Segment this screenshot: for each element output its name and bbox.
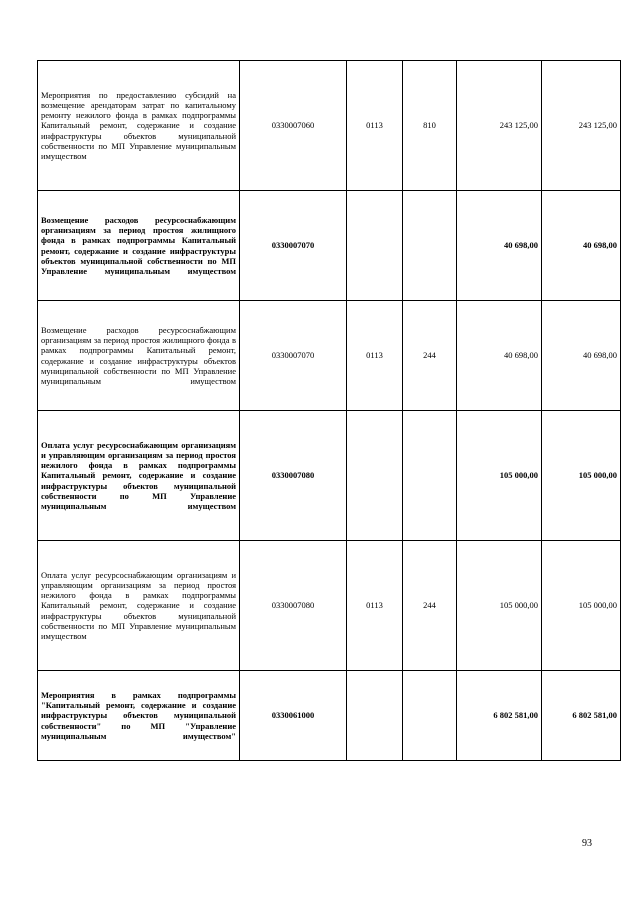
amount-cell: 40 698,00 bbox=[457, 301, 542, 411]
expense-type-cell bbox=[403, 411, 457, 541]
expense-type-cell bbox=[403, 191, 457, 301]
amount-cell: 105 000,00 bbox=[457, 541, 542, 671]
table-row bbox=[38, 411, 621, 541]
target-code-cell: 0330007080 bbox=[240, 541, 347, 671]
expense-type-cell: 244 bbox=[403, 541, 457, 671]
amount-cell: 105 000,00 bbox=[542, 411, 621, 541]
target-code-cell: 0330007070 bbox=[240, 191, 347, 301]
amount-cell: 40 698,00 bbox=[542, 301, 621, 411]
amount-cell: 105 000,00 bbox=[542, 541, 621, 671]
amount-cell: 243 125,00 bbox=[542, 61, 621, 191]
amount-cell: 6 802 581,00 bbox=[457, 671, 542, 761]
table-row bbox=[38, 671, 621, 761]
section-code-cell: 0113 bbox=[347, 301, 403, 411]
table-row bbox=[38, 541, 621, 671]
expense-type-cell: 810 bbox=[403, 61, 457, 191]
row-name-cell: Возмещение расходов ресурсоснабжающим организациям за период простоя жилищного фонда в рамках подпрограммы Капитальный ремонт, содержание и создание инфраструктуры объектов муниципальной собственности по МП Управление муниципальным имуществом bbox=[38, 301, 240, 411]
table-row bbox=[38, 191, 621, 301]
table-row bbox=[38, 61, 621, 191]
target-code-cell: 0330007060 bbox=[240, 61, 347, 191]
amount-cell: 6 802 581,00 bbox=[542, 671, 621, 761]
row-name-cell: Возмещение расходов ресурсоснабжающим организациям за период простоя жилищного фонда в рамках подпрограммы Капитальный ремонт, содержание и создание инфраструктуры объектов муниципальной собственности по МП Управление муниципальным имуществом bbox=[38, 191, 240, 301]
target-code-cell: 0330061000 bbox=[240, 671, 347, 761]
row-name-cell: Оплата услуг ресурсоснабжающим организациям и управляющим организациям за период простоя нежилого фонда в рамках подпрограммы Капитальный ремонт, содержание и создание инфраструктуры объектов муниципальной собственности по МП Управление муниципальным имуществом bbox=[38, 411, 240, 541]
section-code-cell bbox=[347, 411, 403, 541]
page-number: 93 bbox=[582, 838, 592, 849]
budget-table bbox=[37, 60, 621, 761]
expense-type-cell: 244 bbox=[403, 301, 457, 411]
target-code-cell: 0330007080 bbox=[240, 411, 347, 541]
amount-cell: 105 000,00 bbox=[457, 411, 542, 541]
row-name-cell: Мероприятия в рамках подпрограммы "Капитальный ремонт, содержание и создание инфраструктуры объектов муниципальной собственности" по МП "Управление муниципальным имуществом" bbox=[38, 671, 240, 761]
section-code-cell: 0113 bbox=[347, 61, 403, 191]
row-name-cell: Мероприятия по предоставлению субсидий на возмещение арендаторам затрат по капитальному ремонту нежилого фонда в рамках подпрограммы Капитальный ремонт, содержание и создание инфраструктуры объектов муниципальной собственности по МП Управление муниципальным имуществом bbox=[38, 61, 240, 191]
expense-type-cell bbox=[403, 671, 457, 761]
table-row bbox=[38, 301, 621, 411]
section-code-cell bbox=[347, 191, 403, 301]
amount-cell: 40 698,00 bbox=[542, 191, 621, 301]
target-code-cell: 0330007070 bbox=[240, 301, 347, 411]
section-code-cell: 0113 bbox=[347, 541, 403, 671]
amount-cell: 243 125,00 bbox=[457, 61, 542, 191]
amount-cell: 40 698,00 bbox=[457, 191, 542, 301]
section-code-cell bbox=[347, 671, 403, 761]
row-name-cell: Оплата услуг ресурсоснабжающим организациям и управляющим организациям за период простоя нежилого фонда в рамках подпрограммы Капитальный ремонт, содержание и создание инфраструктуры объектов муниципальной собственности по МП Управление муниципальным имуществом bbox=[38, 541, 240, 671]
